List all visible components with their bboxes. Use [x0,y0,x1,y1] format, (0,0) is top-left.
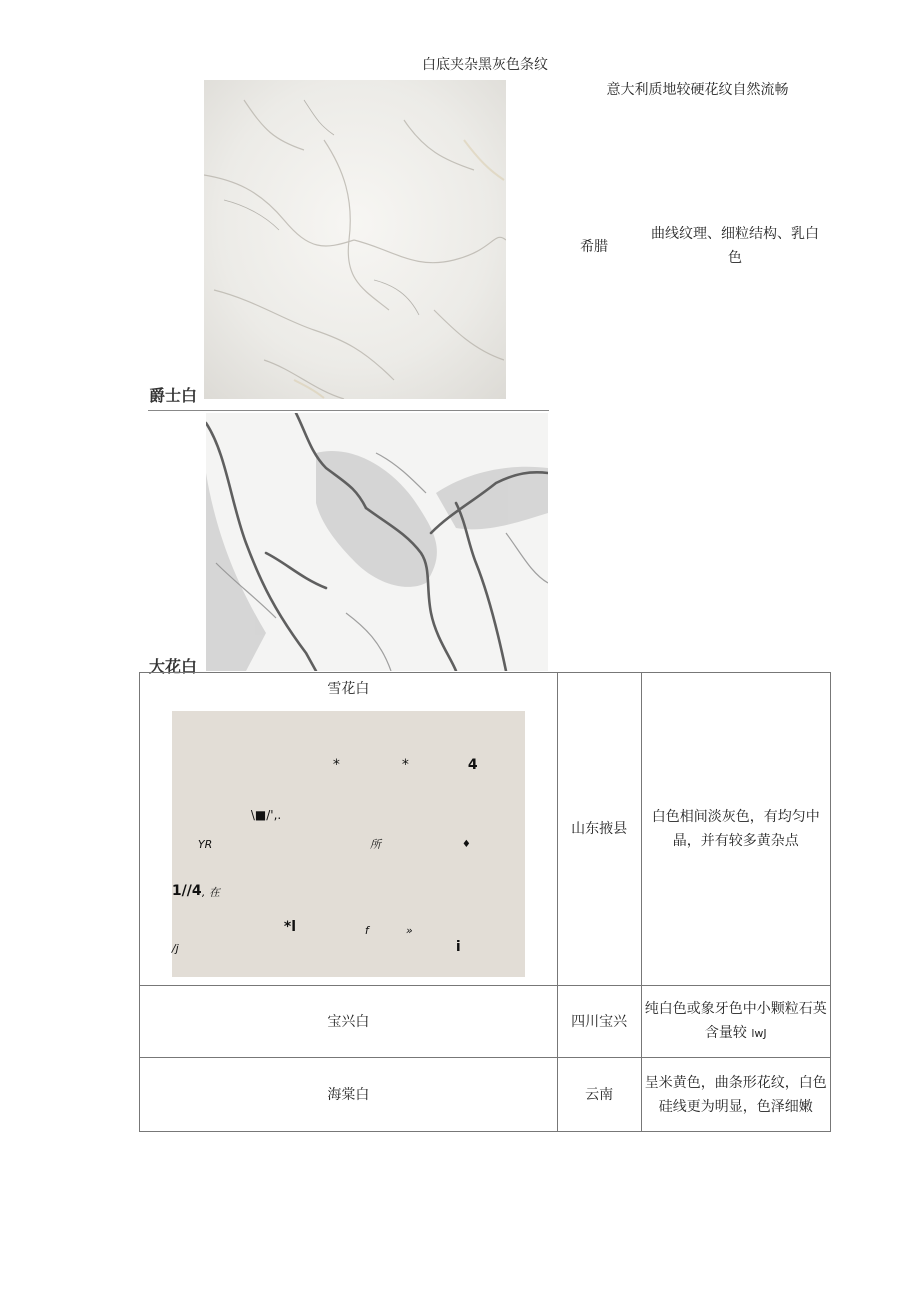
image-glyph: /j [171,942,179,955]
dahua-white-label-text: 大花白 [149,657,198,676]
image-glyph: \■/',. [250,808,282,822]
stone-description-cell [641,986,830,1058]
stone-description-tail: lwJ [751,1027,767,1040]
stone-description: 呈米黄色，曲条形花纹，白色硅线更为明显，色泽细嫩 [641,1058,830,1132]
italy-description: 意大利质地较硬花纹自然流畅 [606,82,789,98]
image-glyph: , 在 [201,886,220,899]
image-glyph: 1//4 [171,883,202,899]
image-glyph: * [332,757,340,773]
stone-description: 纯白色或象牙色中小颗粒石英含量较 [644,1001,827,1041]
stone-name-cell [140,673,558,986]
image-glyph: *l [283,919,296,935]
table-row [140,1058,831,1132]
image-glyph: * [401,757,409,773]
image-glyph: i [455,939,461,955]
stone-table [139,672,831,1132]
greece-description: 曲线纹理、细粒结构、乳白色 [651,226,819,266]
dahua-white-marble-image [206,413,548,671]
stone-name: 雪花白 [327,681,370,697]
snow-white-image [172,711,525,977]
stone-name: 宝兴白 [140,986,558,1058]
stone-name: 海棠白 [140,1058,558,1132]
jazz-white-marble-image [204,80,506,399]
stone-origin: 山东掖县 [557,673,641,986]
image-glyph: » [405,924,413,937]
image-glyph: YR [197,838,213,851]
section-divider [148,410,549,411]
image-glyph: f [364,924,369,937]
image-glyph: 4 [467,757,478,773]
jazz-white-label: 爵士白 [149,386,198,405]
image-glyph: 所 [369,838,381,851]
table-row [140,673,831,986]
image-glyph: ♦ [461,839,471,850]
stone-description: 白色相间淡灰色，有均匀中晶，并有较多黄杂点 [641,673,830,986]
table-row [140,986,831,1058]
stone-origin: 云南 [557,1058,641,1132]
greece-origin: 希腊 [580,239,608,255]
marble-caption: 白底夹杂黑灰色条纹 [422,57,548,73]
stone-origin: 四川宝兴 [557,986,641,1058]
